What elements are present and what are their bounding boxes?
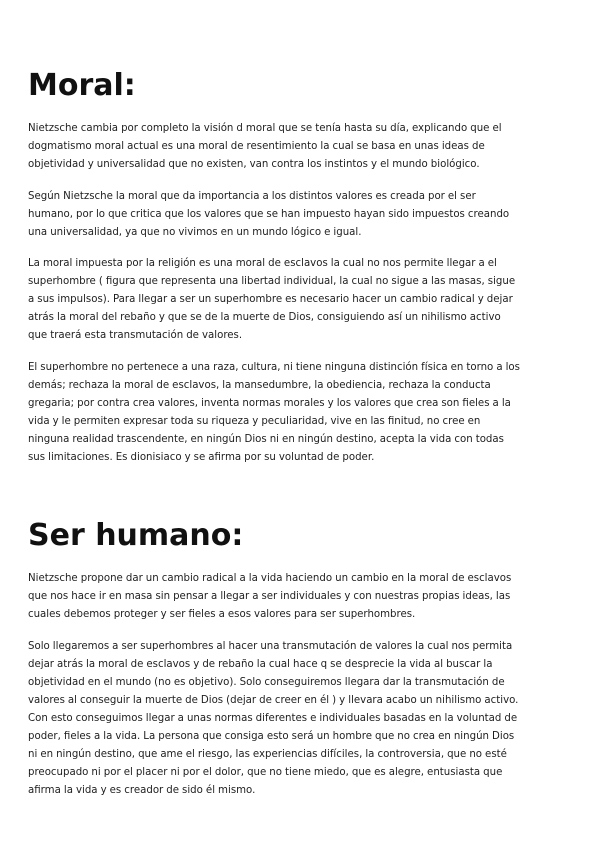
text-line: sus limitaciones. Es dionisiaco y se afirma por su voluntad de poder. (28, 452, 375, 463)
text-line: humano, por lo que critica que los valores que se han impuesto hayan sido impuestos creando (28, 209, 510, 220)
text-line: demás; rechaza la moral de esclavos, la mansedumbre, la obediencia, rechaza la conducta (28, 380, 491, 391)
text-line: poder, fieles a la vida. La persona que consiga esto será un hombre que no crea en ningún Dios (28, 731, 515, 742)
text-line: objetividad en el mundo (no es objetivo). Solo conseguiremos llegara dar la transmutación de (28, 677, 505, 688)
text-line: una universalidad, ya que no vivimos en un mundo lógico e igual. (28, 227, 362, 238)
section-title-ser-humano: Ser humano: (28, 518, 244, 553)
paragraph (28, 188, 575, 242)
paragraph (28, 255, 575, 345)
text-line: gregaria; por contra crea valores, inventa normas morales y los valores que crea son fieles a la (28, 398, 511, 409)
text-line: a sus impulsos). Para llegar a ser un superhombre es necesario hacer un cambio radical y dejar (28, 294, 513, 305)
text-line: superhombre ( figura que representa una libertad individual, la cual no sigue a las masas, sigue (28, 276, 516, 287)
paragraph (28, 638, 575, 800)
paragraph (28, 120, 575, 174)
text-line: vida y le permiten expresar toda su riqueza y peculiaridad, vive en las finitud, no cree en (28, 416, 481, 427)
text-line: que traerá esta transmutación de valores. (28, 330, 243, 341)
paragraph (28, 359, 575, 467)
text-line: El superhombre no pertenece a una raza, cultura, ni tiene ninguna distinción física en torno a los (28, 362, 520, 373)
text-line: La moral impuesta por la religión es una moral de esclavos la cual no nos permite llegar a el (28, 258, 497, 269)
text-line: Según Nietzsche la moral que da importancia a los distintos valores es creada por el ser (28, 191, 476, 202)
text-line: ni en ningún destino, que ame el riesgo, las experiencias difíciles, la controversia, que no esté (28, 749, 507, 760)
text-line: Con esto conseguimos llegar a unas normas diferentes e individuales basadas en la voluntad de (28, 713, 518, 724)
text-line: ninguna realidad trascendente, en ningún Dios ni en ningún destino, acepta la vida con todas (28, 434, 504, 445)
text-line: Nietzsche propone dar un cambio radical a la vida haciendo un cambio en la moral de esclavos (28, 573, 512, 584)
text-line: dogmatismo moral actual es una moral de resentimiento la cual se basa en unas ideas de (28, 141, 485, 152)
text-line: preocupado ni por el placer ni por el dolor, que no tiene miedo, que es alegre, entusiasta que (28, 767, 503, 778)
text-line: atrás la moral del rebaño y que se de la muerte de Dios, consiguiendo así un nihilismo activo (28, 312, 501, 323)
text-line: Nietzsche cambia por completo la visión d moral que se tenía hasta su día, explicando que el (28, 123, 502, 134)
text-line: afirma la vida y es creador de sido él mismo. (28, 785, 256, 796)
paragraph (28, 570, 575, 624)
text-line: valores al conseguir la muerte de Dios (dejar de creer en él ) y llevara acabo un nihilismo activo. (28, 695, 519, 706)
text-line: cuales debemos proteger y ser fieles a esos valores para ser superhombres. (28, 609, 416, 620)
text-line: dejar atrás la moral de esclavos y de rebaño la cual hace q se desprecie la vida al buscar la (28, 659, 493, 670)
text-line: que nos hace ir en masa sin pensar a llegar a ser individuales y con nuestras propias ideas, las (28, 591, 511, 602)
section-title-moral: Moral: (28, 68, 136, 103)
text-line: Solo llegaremos a ser superhombres al hacer una transmutación de valores la cual nos permita (28, 641, 513, 652)
text-line: objetividad y universalidad que no existen, van contra los instintos y el mundo biológico. (28, 159, 480, 170)
